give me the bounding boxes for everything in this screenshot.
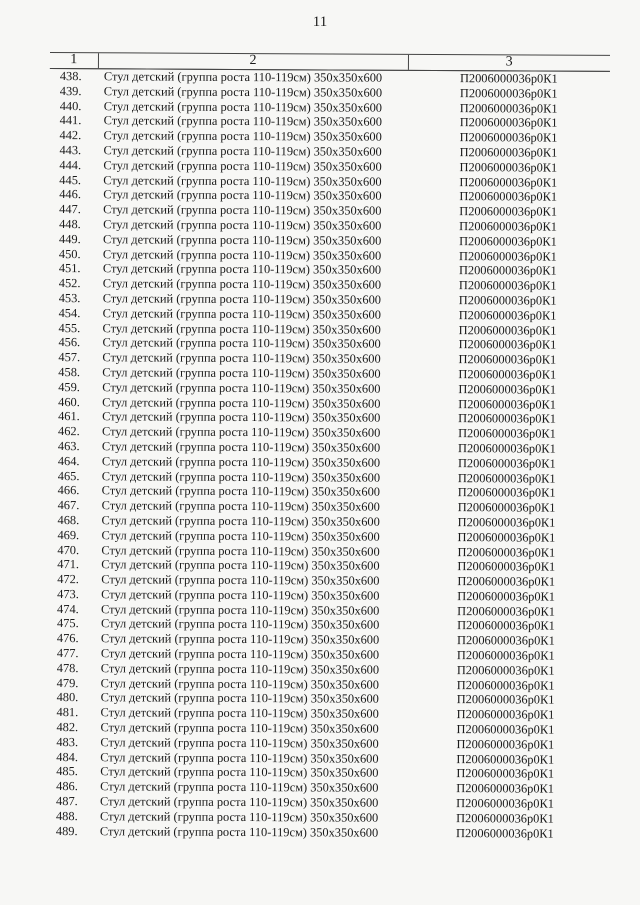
item-name: Стул детский (группа роста 110-119см) 350х350х600 xyxy=(102,350,381,366)
item-code: П2006000036р0К1 xyxy=(456,633,555,648)
item-code: П2006000036р0К1 xyxy=(459,145,558,160)
row-number: 447. xyxy=(59,202,81,217)
row-number: 477. xyxy=(56,646,79,661)
item-name: Стул детский (группа роста 110-119см) 350х350х600 xyxy=(100,720,379,736)
item-name: Стул детский (группа роста 110-119см) 350х350х600 xyxy=(99,823,379,840)
item-name: Стул детский (группа роста 110-119см) 350х350х600 xyxy=(100,749,379,766)
item-code: П2006000036р0К1 xyxy=(456,677,555,693)
item-code: П2006000036р0К1 xyxy=(456,663,555,678)
row-number: 440. xyxy=(59,98,82,113)
item-name: Стул детский (группа роста 110-119см) 350х350х600 xyxy=(103,172,382,189)
item-code: П2006000036р0К1 xyxy=(456,781,555,796)
item-code: П2006000036р0К1 xyxy=(458,441,556,456)
row-number: 469. xyxy=(57,527,80,542)
item-name: Стул детский (группа роста 110-119см) 350х350х600 xyxy=(100,794,379,810)
column-header-number: 1 xyxy=(50,52,98,68)
row-number: 474. xyxy=(57,601,79,616)
item-code: П2006000036р0К1 xyxy=(458,278,557,293)
row-number: 455. xyxy=(58,320,81,335)
item-name: Стул детский (группа роста 110-119см) 350х350х600 xyxy=(102,380,381,396)
row-number: 442. xyxy=(59,128,82,143)
row-number: 489. xyxy=(55,823,78,838)
item-name: Стул детский (группа роста 110-119см) 350х350х600 xyxy=(101,468,381,485)
item-name: Стул детский (группа роста 110-119см) 350х350х600 xyxy=(101,572,380,588)
row-number: 459. xyxy=(58,379,80,394)
item-code: П2006000036р0К1 xyxy=(459,85,558,101)
item-name: Стул детский (группа роста 110-119см) 350х350х600 xyxy=(100,661,380,677)
item-code: П2006000036р0К1 xyxy=(459,130,558,145)
item-code: П2006000036р0К1 xyxy=(459,159,558,175)
item-name: Стул детский (группа роста 110-119см) 350х350х600 xyxy=(101,498,380,514)
item-code: П2006000036р0К1 xyxy=(458,352,557,367)
item-name: Стул детский (группа роста 110-119см) 350х350х600 xyxy=(100,779,379,795)
item-name: Стул детский (группа роста 110-119см) 350х350х600 xyxy=(102,261,382,278)
item-name: Стул детский (группа роста 110-119см) 350х350х600 xyxy=(101,424,381,440)
item-name: Стул детский (группа роста 110-119см) 350х350х600 xyxy=(103,187,382,204)
row-number: 467. xyxy=(57,498,80,513)
item-code: П2006000036р0К1 xyxy=(459,189,558,205)
item-code: П2006000036р0К1 xyxy=(458,293,557,308)
item-name: Стул детский (группа роста 110-119см) 350х350х600 xyxy=(100,690,379,707)
row-number: 487. xyxy=(56,794,78,809)
item-name: Стул детский (группа роста 110-119см) 350х350х600 xyxy=(103,158,382,174)
row-number: 475. xyxy=(56,616,79,631)
item-code: П2006000036р0К1 xyxy=(457,603,555,619)
item-name: Стул детский (группа роста 110-119см) 350х350х600 xyxy=(103,217,382,233)
item-code: П2006000036р0К1 xyxy=(456,736,555,752)
row-number: 446. xyxy=(59,187,81,202)
table-row xyxy=(46,824,606,842)
row-number: 488. xyxy=(55,808,78,823)
row-number: 463. xyxy=(57,438,80,454)
item-name: Стул детский (группа роста 110-119см) 350х350х600 xyxy=(99,809,379,825)
item-code: П2006000036р0К1 xyxy=(457,559,556,574)
row-number: 476. xyxy=(56,631,79,646)
item-name: Стул детский (группа роста 110-119см) 350х350х600 xyxy=(102,276,382,292)
item-code: П2006000036р0К1 xyxy=(456,707,555,722)
row-number: 443. xyxy=(59,143,82,158)
row-number: 441. xyxy=(59,113,82,128)
item-name: Стул детский (группа роста 110-119см) 350х350х600 xyxy=(100,705,379,721)
item-name: Стул детский (группа роста 110-119см) 350х350х600 xyxy=(102,246,382,263)
item-code: П2006000036р0К1 xyxy=(459,100,558,116)
row-number: 482. xyxy=(56,720,79,735)
item-code: П2006000036р0К1 xyxy=(457,500,556,515)
item-name: Стул детский (группа роста 110-119см) 350х350х600 xyxy=(101,527,380,544)
item-name: Стул детский (группа роста 110-119см) 350х350х600 xyxy=(102,320,381,337)
row-number: 445. xyxy=(59,172,82,187)
item-name: Стул детский (группа роста 110-119см) 350х350х600 xyxy=(100,675,380,692)
item-code: П2006000036р0К1 xyxy=(458,337,557,352)
page-number: 11 xyxy=(312,14,328,30)
row-number: 480. xyxy=(56,690,79,705)
item-name: Стул детский (группа роста 110-119см) 350х350х600 xyxy=(101,453,381,470)
item-name: Стул детский (группа роста 110-119см) 350х350х600 xyxy=(102,365,381,381)
row-number: 472. xyxy=(57,572,79,587)
row-number: 456. xyxy=(58,335,81,350)
item-code: П2006000036р0К1 xyxy=(457,515,556,530)
item-code: П2006000036р0К1 xyxy=(458,322,557,338)
item-name: Стул детский (группа роста 110-119см) 350х350х600 xyxy=(101,542,380,559)
row-number: 439. xyxy=(59,83,82,98)
table-body xyxy=(46,68,610,841)
item-name: Стул детский (группа роста 110-119см) 350х350х600 xyxy=(101,483,381,500)
row-number: 438. xyxy=(59,69,82,84)
item-code: П2006000036р0К1 xyxy=(459,174,558,190)
row-number: 451. xyxy=(58,261,81,276)
row-number: 478. xyxy=(56,660,79,676)
item-name: Стул детский (группа роста 110-119см) 350х350х600 xyxy=(103,84,383,100)
item-name: Стул детский (группа роста 110-119см) 350х350х600 xyxy=(103,128,382,144)
row-number: 484. xyxy=(56,749,79,764)
item-code: П2006000036р0К1 xyxy=(456,692,555,708)
item-code: П2006000036р0К1 xyxy=(457,589,556,604)
item-code: П2006000036р0К1 xyxy=(458,307,557,323)
row-number: 453. xyxy=(58,291,81,306)
item-name: Стул детский (группа роста 110-119см) 350х350х600 xyxy=(103,143,382,159)
item-name: Стул детский (группа роста 110-119см) 350х350х600 xyxy=(102,409,381,426)
item-name: Стул детский (группа роста 110-119см) 350х350х600 xyxy=(102,335,381,352)
item-code: П2006000036р0К1 xyxy=(458,411,556,426)
item-code: П2006000036р0К1 xyxy=(456,810,554,826)
row-number: 485. xyxy=(56,764,78,779)
item-name: Стул детский (группа роста 110-119см) 350х350х600 xyxy=(102,394,381,411)
row-number: 473. xyxy=(57,586,79,602)
item-code: П2006000036р0К1 xyxy=(459,71,558,86)
item-name: Стул детский (группа роста 110-119см) 350х350х600 xyxy=(101,557,380,574)
row-number: 450. xyxy=(58,246,81,261)
item-code: П2006000036р0К1 xyxy=(459,248,557,264)
item-code: П2006000036р0К1 xyxy=(456,722,555,737)
row-number: 481. xyxy=(56,705,79,720)
row-number: 471. xyxy=(57,557,80,572)
item-name: Стул детский (группа роста 110-119см) 350х350х600 xyxy=(103,69,383,85)
item-code: П2006000036р0К1 xyxy=(458,396,557,412)
item-code: П2006000036р0К1 xyxy=(457,455,556,471)
item-name: Стул детский (группа роста 110-119см) 350х350х600 xyxy=(101,513,380,529)
item-name: Стул детский (группа роста 110-119см) 350х350х600 xyxy=(100,646,380,662)
item-code: П2006000036р0К1 xyxy=(459,219,558,234)
item-code: П2006000036р0К1 xyxy=(457,529,556,545)
row-number: 452. xyxy=(58,276,81,291)
row-number: 454. xyxy=(58,305,81,320)
row-number: 470. xyxy=(57,542,80,557)
item-name: Стул детский (группа роста 110-119см) 350х350х600 xyxy=(102,306,381,322)
item-name: Стул детский (группа роста 110-119см) 350х350х600 xyxy=(100,735,379,751)
row-number: 464. xyxy=(57,453,80,468)
item-name: Стул детский (группа роста 110-119см) 350х350х600 xyxy=(103,113,382,130)
item-code: П2006000036р0К1 xyxy=(457,574,556,589)
item-code: П2006000036р0К1 xyxy=(459,233,557,249)
column-header-code: 3 xyxy=(408,54,610,71)
row-number: 458. xyxy=(58,364,81,380)
row-number: 465. xyxy=(57,468,80,483)
row-number: 460. xyxy=(58,394,80,409)
row-number: 468. xyxy=(57,512,80,528)
item-code: П2006000036р0К1 xyxy=(459,115,558,131)
row-number: 466. xyxy=(57,483,80,498)
column-header-name: 2 xyxy=(98,53,408,71)
item-code: П2006000036р0К1 xyxy=(455,825,554,841)
row-number: 479. xyxy=(56,675,79,690)
row-number: 483. xyxy=(56,734,79,750)
item-name: Стул детский (группа роста 110-119см) 350х350х600 xyxy=(102,232,382,248)
item-code: П2006000036р0К1 xyxy=(457,618,555,634)
item-code: П2006000036р0К1 xyxy=(457,544,556,560)
items-table xyxy=(46,52,610,841)
row-number: 444. xyxy=(59,157,82,172)
item-code: П2006000036р0К1 xyxy=(457,470,556,486)
item-code: П2006000036р0К1 xyxy=(458,367,557,382)
item-code: П2006000036р0К1 xyxy=(456,648,555,663)
row-number: 449. xyxy=(58,231,81,246)
item-name: Стул детский (группа роста 110-119см) 350х350х600 xyxy=(100,631,380,648)
row-number: 448. xyxy=(59,217,81,232)
item-code: П2006000036р0К1 xyxy=(458,263,557,279)
item-code: П2006000036р0К1 xyxy=(458,426,556,441)
item-name: Стул детский (группа роста 110-119см) 350х350х600 xyxy=(101,439,381,455)
item-code: П2006000036р0К1 xyxy=(458,381,557,397)
item-code: П2006000036р0К1 xyxy=(456,796,554,811)
row-number: 457. xyxy=(58,350,81,365)
item-name: Стул детский (группа роста 110-119см) 350х350х600 xyxy=(101,587,380,603)
row-number: 461. xyxy=(58,409,80,424)
item-code: П2006000036р0К1 xyxy=(457,485,556,500)
item-name: Стул детский (группа роста 110-119см) 350х350х600 xyxy=(103,202,382,218)
item-name: Стул детский (группа роста 110-119см) 350х350х600 xyxy=(100,764,379,781)
item-name: Стул детский (группа роста 110-119см) 350х350х600 xyxy=(102,291,382,307)
item-name: Стул детский (группа роста 110-119см) 350х350х600 xyxy=(100,616,380,633)
item-name: Стул детский (группа роста 110-119см) 350х350х600 xyxy=(101,601,380,618)
item-code: П2006000036р0К1 xyxy=(459,204,558,219)
row-number: 486. xyxy=(56,779,78,794)
item-code: П2006000036р0К1 xyxy=(456,751,555,767)
row-number: 462. xyxy=(57,424,80,439)
item-code: П2006000036р0К1 xyxy=(456,766,555,782)
item-name: Стул детский (группа роста 110-119см) 350х350х600 xyxy=(103,98,383,115)
